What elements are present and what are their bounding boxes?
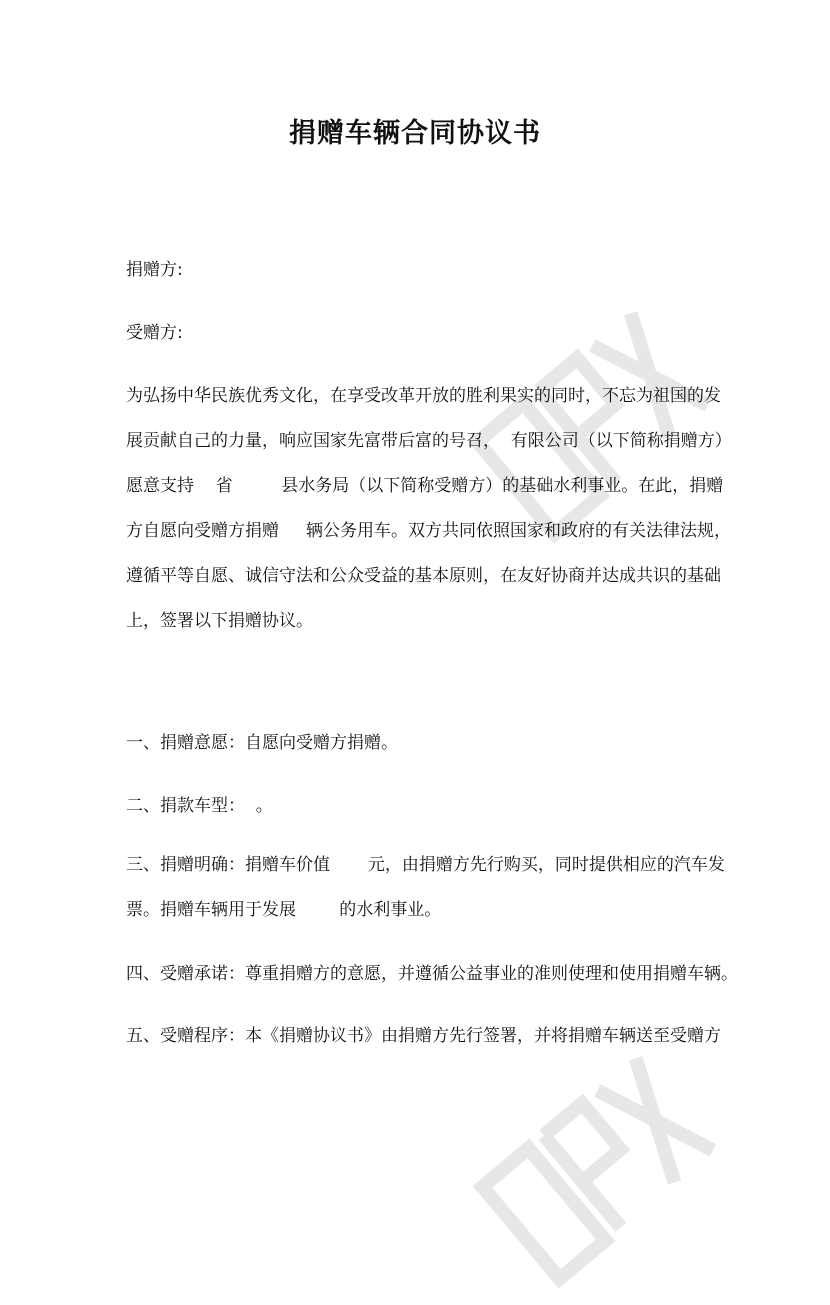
watermark-graphic [460,1045,720,1305]
donor-label: 捐赠方: [126,260,183,280]
preamble-line: 展贡献自己的力量，响应国家先富带后富的号召， 有限公司（以下简称捐赠方） [126,431,732,451]
preamble-line: 上，签署以下捐赠协议。 [126,611,313,631]
clause-3-line: 三、捐赠明确：捐赠车价值 元，由捐赠方先行购买，同时提供相应的汽车发 [126,855,725,875]
clause-2: 二、捐款车型： 。 [126,796,273,816]
recipient-label: 受赠方: [126,323,183,343]
clause-1: 一、捐赠意愿：自愿向受赠方捐赠。 [126,733,398,753]
preamble-line: 愿意支持 省 县水务局（以下简称受赠方）的基础水利事业。在此，捐赠 [126,476,724,496]
preamble-line: 方自愿向受赠方捐赠 辆公务用车。双方共同依照国家和政府的有关法律法规， [126,521,732,541]
clause-3-line: 票。捐赠车辆用于发展 的水利事业。 [126,900,442,920]
clause-5: 五、受赠程序：本《捐赠协议书》由捐赠方先行签署，并将捐赠车辆送至受赠方 [126,1026,721,1046]
preamble-line: 为弘扬中华民族优秀文化，在享受改革开放的胜利果实的同时，不忘为祖国的发 [126,386,721,406]
clause-4: 四、受赠承诺：尊重捐赠方的意愿，并遵循公益事业的准则使理和使用捐赠车辆。 [126,964,738,984]
preamble-line: 遵循平等自愿、诚信守法和公众受益的基本原则，在友好协商并达成共识的基础 [126,566,721,586]
document-title: 捐赠车辆合同协议书 [289,118,541,149]
clause-3 [126,853,725,943]
preamble-paragraph [126,384,732,654]
